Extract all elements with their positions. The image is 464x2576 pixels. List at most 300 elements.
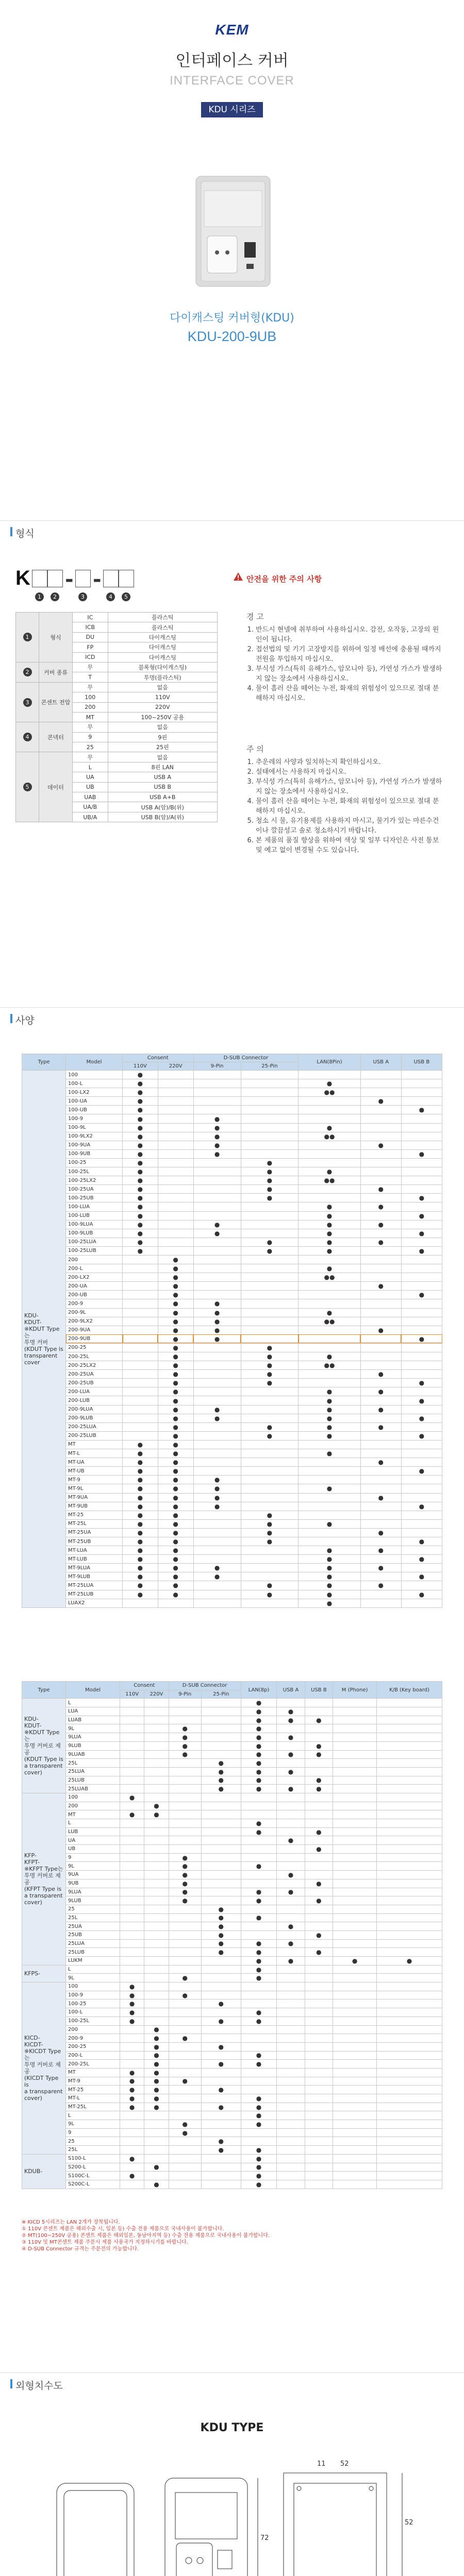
model-cell: 100: [66, 1071, 123, 1079]
mark-cell: ●: [201, 2146, 241, 2155]
mark-cell: [360, 1194, 401, 1202]
mark-cell: ●: [201, 2060, 241, 2069]
spec-desc: 다이캐스팅: [108, 652, 217, 662]
table-row: [22, 2172, 442, 2180]
mark-cell: [144, 1759, 169, 1768]
mark-cell: ●: [305, 1750, 333, 1759]
mark-cell: [123, 1352, 158, 1361]
mark-cell: [158, 1599, 193, 1607]
type-label-line: transparent: [24, 1352, 58, 1359]
mark-cell: ●: [299, 1572, 361, 1581]
type-label-line: KDUT-: [24, 1318, 42, 1326]
table-row: [22, 1379, 442, 1387]
mark-cell: [333, 1741, 377, 1750]
mark-cell: ●: [241, 1370, 299, 1379]
table-row: [22, 1229, 442, 1238]
mark-cell: ●: [123, 1519, 158, 1528]
mark-cell: ●: [401, 1229, 442, 1238]
mark-cell: ●: [241, 2172, 277, 2180]
mark-cell: ●: [169, 2128, 201, 2137]
mark-cell: [201, 1793, 241, 1802]
mark-cell: [120, 2025, 144, 2034]
mark-cell: [305, 1767, 333, 1776]
mark-cell: ●: [299, 1484, 361, 1493]
mark-cell: [401, 1493, 442, 1502]
mark-cell: [158, 1194, 193, 1202]
mark-cell: [299, 1458, 361, 1467]
table-row: [22, 1572, 442, 1581]
mark-cell: [201, 1871, 241, 1879]
section-header-table: [0, 1007, 464, 1028]
mark-cell: [201, 2077, 241, 2086]
mark-cell: [120, 1974, 144, 1982]
model-cell: L: [66, 2111, 120, 2120]
mark-cell: [144, 2008, 169, 2017]
table-row: [22, 1793, 442, 1802]
mark-cell: ●: [241, 1185, 299, 1194]
type-label-line: KICD-: [24, 2035, 40, 2042]
mark-cell: [120, 1896, 144, 1905]
col-kb: K/B (Key board): [377, 1682, 442, 1699]
mark-cell: ●: [193, 1414, 241, 1422]
spec-code: L: [73, 762, 108, 772]
mark-cell: [144, 1733, 169, 1742]
type-cell: [22, 2154, 66, 2189]
mark-cell: [333, 1939, 377, 1948]
table-row: [22, 1149, 442, 1158]
mark-cell: [120, 2111, 144, 2120]
model-cell: 100-9UA: [66, 1141, 123, 1149]
caution-block: [246, 612, 442, 703]
mark-cell: [120, 2042, 144, 2051]
table-row: [22, 1132, 442, 1141]
spec-code: DU: [73, 632, 108, 642]
mark-cell: [333, 2137, 377, 2146]
col-lan: LAN(8p): [241, 1682, 277, 1699]
spec-desc: 다이캐스팅: [108, 642, 217, 652]
code-box: [119, 570, 134, 587]
mark-cell: [401, 1123, 442, 1132]
mark-cell: ●: [193, 1123, 241, 1132]
model-cell: 100-9LUB: [66, 1229, 123, 1238]
table-row: [22, 2154, 442, 2163]
model-cell: 200-25UA: [66, 1370, 123, 1379]
mark-cell: [360, 1176, 401, 1185]
mark-cell: [241, 1273, 299, 1282]
table-row: [22, 1484, 442, 1493]
mark-cell: [193, 1264, 241, 1273]
mark-cell: ●: [123, 1484, 158, 1493]
mark-cell: ●: [123, 1590, 158, 1599]
mark-cell: ●: [158, 1476, 193, 1484]
mark-cell: ●: [123, 1211, 158, 1220]
mark-cell: [120, 1888, 144, 1896]
mark-cell: ●: [241, 2111, 277, 2120]
mark-cell: [333, 1724, 377, 1733]
mark-cell: [277, 2172, 305, 2180]
model-cell: 200-LUB: [66, 1396, 123, 1405]
type-label-line: KDU-: [24, 1716, 39, 1723]
mark-cell: [201, 1733, 241, 1742]
mark-cell: [241, 1836, 277, 1845]
mark-cell: ●: [169, 1733, 201, 1742]
model-cell: LUAX2: [66, 1599, 123, 1607]
spec-code: FP: [73, 642, 108, 652]
mark-cell: [377, 1871, 442, 1879]
mark-cell: [377, 2016, 442, 2025]
mark-cell: [120, 1836, 144, 1845]
mark-cell: [333, 1793, 377, 1802]
code-box: [32, 570, 47, 587]
col-v220: 220V: [158, 1062, 193, 1071]
mark-cell: [401, 1238, 442, 1246]
mark-cell: ●: [277, 1750, 305, 1759]
table-row: [22, 1930, 442, 1939]
mark-cell: [193, 1422, 241, 1431]
mark-cell: [120, 1853, 144, 1862]
mark-cell: [277, 2086, 305, 2094]
mark-cell: [193, 1343, 241, 1352]
mark-cell: [333, 1982, 377, 1991]
mark-cell: [201, 1896, 241, 1905]
mark-cell: [144, 1845, 169, 1854]
spec-row: [16, 662, 218, 672]
spec-group-name: 형식: [39, 613, 73, 663]
table-row: [22, 2146, 442, 2155]
mark-cell: [241, 1458, 299, 1467]
mark-cell: [333, 1905, 377, 1913]
type-label-line: (KICDT Type is: [24, 2075, 59, 2089]
mark-cell: ●: [123, 1194, 158, 1202]
type-label-line: KFP-: [24, 1852, 37, 1859]
model-cell: 100-25: [66, 1158, 123, 1167]
mark-cell: ●: [158, 1431, 193, 1440]
mark-cell: ●: [201, 1759, 241, 1768]
mark-cell: ●: [241, 2016, 277, 2025]
model-cell: 9L: [66, 1974, 120, 1982]
mark-cell: ●: [144, 2042, 169, 2051]
type-label-line: cover): [24, 2095, 42, 2102]
mark-cell: [158, 1106, 193, 1114]
table-row: [22, 2120, 442, 2129]
mark-cell: [123, 1255, 158, 1264]
mark-cell: ●: [360, 1282, 401, 1291]
mark-cell: [241, 1440, 299, 1449]
mark-cell: [333, 1750, 377, 1759]
mark-cell: [333, 2180, 377, 2189]
mark-cell: [193, 1528, 241, 1537]
notice-item: 3. 부식성 가스(특히 유해가스, 암모니아 등), 가연성 가스가 발생하지 않는 장소에서 사용하십시오.: [256, 777, 442, 796]
spec-code: 무: [73, 752, 108, 762]
mark-cell: ●: [241, 1158, 299, 1167]
mark-cell: [305, 1905, 333, 1913]
spec-table-2: [22, 1681, 442, 2189]
mark-cell: ●: [299, 1405, 361, 1414]
type-cell: [22, 1699, 66, 1793]
table-row: [22, 1871, 442, 1879]
spec-desc: USB B(암)/A(위): [108, 812, 217, 822]
mark-cell: [241, 1845, 277, 1854]
section-title: 외형치수도: [15, 2380, 63, 2392]
mark-cell: [401, 1326, 442, 1334]
mark-cell: ●: [241, 2180, 277, 2189]
mark-cell: ●: [123, 1202, 158, 1211]
mark-cell: [241, 1123, 299, 1132]
mark-cell: ●: [241, 1827, 277, 1836]
table-row: [22, 1974, 442, 1982]
mark-cell: [299, 1379, 361, 1387]
mark-cell: ●: [123, 1176, 158, 1185]
model-cell: 200-9UB: [66, 1334, 123, 1343]
mark-cell: [241, 1334, 299, 1343]
mark-cell: [360, 1264, 401, 1273]
mark-cell: ●: [277, 1707, 305, 1716]
mark-cell: [169, 1982, 201, 1991]
type-label-line: cover: [24, 1359, 40, 1366]
mark-cell: [241, 1502, 299, 1511]
mark-cell: ●: [299, 1546, 361, 1555]
mark-cell: ●: [241, 1528, 299, 1537]
mark-cell: [120, 2060, 144, 2069]
mark-cell: [360, 1599, 401, 1607]
mark-cell: ●: [123, 1185, 158, 1194]
table-row: [22, 2077, 442, 2086]
mark-cell: [360, 1071, 401, 1079]
dim-label: 52: [340, 2460, 349, 2468]
mark-cell: [241, 1405, 299, 1414]
mark-cell: [377, 2154, 442, 2163]
model-cell: 25UB: [66, 1930, 120, 1939]
mark-cell: ●: [299, 1396, 361, 1405]
mark-cell: [201, 2128, 241, 2137]
spec-group-num: [16, 722, 39, 752]
table-row: [22, 1819, 442, 1828]
model-cell: 100-9L: [66, 1123, 123, 1132]
mark-cell: [377, 1785, 442, 1793]
mark-cell: [333, 1785, 377, 1793]
mark-cell: [377, 2180, 442, 2189]
mark-cell: [169, 2051, 201, 2060]
mark-cell: ●: [158, 1352, 193, 1361]
mark-cell: [277, 1741, 305, 1750]
model-cell: 200-9: [66, 1299, 123, 1308]
mark-cell: [120, 2128, 144, 2137]
mark-cell: [169, 2016, 201, 2025]
mark-cell: [120, 1819, 144, 1828]
table-row: [22, 2068, 442, 2077]
mark-cell: [333, 2163, 377, 2172]
mark-cell: ●: [123, 1158, 158, 1167]
mark-cell: [241, 1879, 277, 1888]
mark-cell: [401, 1449, 442, 1458]
col-type: Type: [22, 1054, 66, 1071]
mark-cell: [277, 1905, 305, 1913]
mark-cell: [241, 1572, 299, 1581]
mark-cell: ●: [123, 1440, 158, 1449]
side-view: [57, 2483, 134, 2576]
mark-cell: [241, 2034, 277, 2043]
mark-cell: [120, 1845, 144, 1854]
mark-cell: ●: [305, 1879, 333, 1888]
mark-cell: [277, 1879, 305, 1888]
mark-cell: ●: [401, 1414, 442, 1422]
mark-cell: ●: [169, 1724, 201, 1733]
mark-cell: ●: [305, 1776, 333, 1785]
mark-cell: [333, 1767, 377, 1776]
mark-cell: ●: [241, 1246, 299, 1255]
mark-cell: [333, 1802, 377, 1810]
mark-cell: [277, 2137, 305, 2146]
mark-cell: [144, 1930, 169, 1939]
model-cell: MT: [66, 1440, 123, 1449]
mark-cell: ●: [360, 1220, 401, 1229]
model-cell: LUKM: [66, 1957, 120, 1965]
mark-cell: [144, 1991, 169, 1999]
mark-cell: [401, 1352, 442, 1361]
mark-cell: ●: [241, 2060, 277, 2069]
mark-cell: [201, 1888, 241, 1896]
mark-cell: [193, 1194, 241, 1202]
model-cell: 200-25LUA: [66, 1422, 123, 1431]
mark-cell: [305, 1991, 333, 1999]
mark-cell: [241, 1211, 299, 1220]
mark-cell: [241, 2077, 277, 2086]
model-cell: 9L: [66, 1724, 120, 1733]
spec-desc: 110V: [108, 692, 217, 702]
mark-cell: [241, 1905, 277, 1913]
mark-cell: ●: [158, 1282, 193, 1291]
table-row: [22, 1862, 442, 1871]
model-cell: 100-L: [66, 2008, 120, 2017]
model-cell: MT-L: [66, 1449, 123, 1458]
mark-cell: [201, 2051, 241, 2060]
mark-cell: [305, 2120, 333, 2129]
mark-cell: [333, 2051, 377, 2060]
mark-cell: [377, 1913, 442, 1922]
mark-cell: ●: [299, 1220, 361, 1229]
mark-cell: [377, 2137, 442, 2146]
mark-cell: ●: [158, 1528, 193, 1537]
mark-cell: ●: [158, 1458, 193, 1467]
mark-cell: [305, 2034, 333, 2043]
mark-cell: [360, 1149, 401, 1158]
model-cell: 100-L: [66, 1079, 123, 1088]
mark-cell: [120, 1957, 144, 1965]
mark-cell: ●: [123, 1149, 158, 1158]
spec-code: 9: [73, 732, 108, 742]
mark-cell: ●: [158, 1519, 193, 1528]
mark-cell: [277, 1965, 305, 1974]
mark-cell: [401, 1599, 442, 1607]
model-cell: 100-LUB: [66, 1211, 123, 1220]
mark-cell: [120, 1707, 144, 1716]
mark-cell: [277, 1853, 305, 1862]
dim-label: 52: [405, 2519, 413, 2527]
mark-cell: [401, 1079, 442, 1088]
table-row: [22, 1114, 442, 1123]
mark-cell: ●: [123, 1572, 158, 1581]
mark-cell: [169, 1776, 201, 1785]
col-v110: 110V: [120, 1690, 144, 1699]
type-label-line: 투명 커버로 제공: [24, 1872, 61, 1886]
mark-cell: [333, 1699, 377, 1707]
mark-cell: [241, 1097, 299, 1106]
mark-cell: [169, 1707, 201, 1716]
mark-cell: ●: [120, 2068, 144, 2077]
mark-cell: [377, 2128, 442, 2137]
mark-cell: [377, 2172, 442, 2180]
code-dash: -: [93, 568, 102, 591]
mark-cell: [169, 2103, 201, 2111]
mark-cell: [144, 1699, 169, 1707]
mark-cell: [120, 2034, 144, 2043]
mark-cell: ●: [241, 1957, 277, 1965]
table-row: [22, 1511, 442, 1519]
mark-cell: [299, 1114, 361, 1123]
mark-cell: ●: [123, 1132, 158, 1141]
mark-cell: [277, 1982, 305, 1991]
mark-cell: [241, 2137, 277, 2146]
mark-cell: [299, 1343, 361, 1352]
mark-cell: [193, 1176, 241, 1185]
mark-cell: [360, 1467, 401, 1476]
mark-cell: [305, 1862, 333, 1871]
mark-cell: [169, 1802, 201, 1810]
col-type: Type: [22, 1682, 66, 1699]
model-cell: MT-25UA: [66, 1528, 123, 1537]
mark-cell: [377, 1741, 442, 1750]
table-row: [22, 1299, 442, 1308]
mark-cell: [241, 1132, 299, 1141]
table-row: [22, 1827, 442, 1836]
mark-cell: [193, 1255, 241, 1264]
mark-cell: [360, 1167, 401, 1176]
mark-cell: ●: [299, 1449, 361, 1458]
mark-cell: [120, 1767, 144, 1776]
model-cell: 9LUB: [66, 1741, 120, 1750]
mark-cell: [401, 1370, 442, 1379]
model-cell: 100-UA: [66, 1097, 123, 1106]
mark-cell: [277, 1999, 305, 2008]
type-label-line: ※KDUT Type는: [24, 1325, 60, 1339]
mark-cell: ●: [123, 1564, 158, 1572]
mark-cell: [120, 2163, 144, 2172]
spec-group-name: 콘넥터: [39, 722, 73, 752]
mark-cell: [377, 1767, 442, 1776]
mark-cell: [360, 1079, 401, 1088]
table-row: [22, 1238, 442, 1246]
mark-cell: [241, 1088, 299, 1097]
spec-row: [16, 682, 218, 692]
mark-cell: ●: [158, 1537, 193, 1546]
model-cell: 25: [66, 2137, 120, 2146]
mark-cell: [401, 1440, 442, 1449]
mark-cell: [144, 1836, 169, 1845]
mark-cell: [169, 1905, 201, 1913]
mark-cell: ●: [241, 1896, 277, 1905]
mark-cell: [401, 1220, 442, 1229]
mark-cell: [360, 1396, 401, 1405]
mark-cell: [169, 1948, 201, 1957]
type-label-line: KDU-: [24, 1312, 39, 1319]
mark-cell: [333, 1853, 377, 1862]
mark-cell: ●: [299, 1238, 361, 1246]
type-label-line: a transparent: [24, 1892, 63, 1900]
section-title: 사양: [15, 1015, 35, 1026]
mark-cell: [360, 1291, 401, 1299]
mark-cell: [305, 2094, 333, 2103]
mark-cell: ●: [158, 1317, 193, 1326]
